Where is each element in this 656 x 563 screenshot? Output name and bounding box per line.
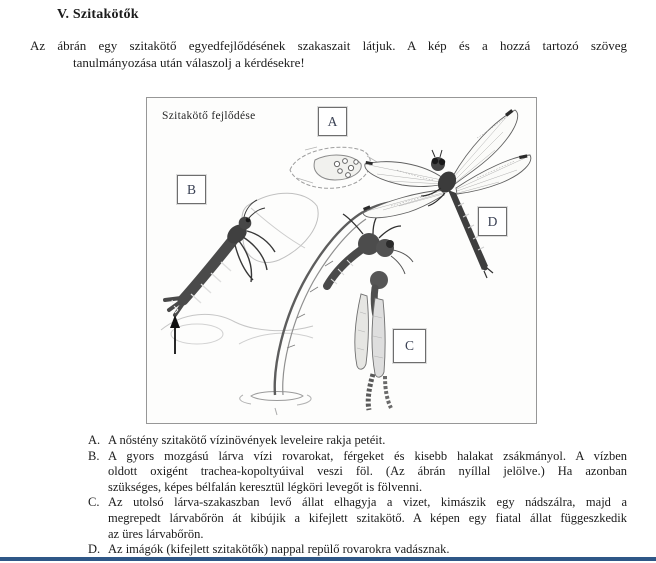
figure-label-a-letter: A bbox=[327, 113, 338, 129]
dragonfly-development-figure bbox=[146, 97, 537, 424]
list-item-b bbox=[88, 449, 627, 496]
larva-drawing bbox=[161, 193, 318, 344]
figure-label-c-letter: C bbox=[404, 338, 414, 353]
dragonfly-lifecycle-illustration bbox=[147, 98, 536, 423]
section-title: V. Szitakötők bbox=[57, 7, 139, 22]
list-item-text bbox=[108, 495, 627, 542]
list-item-text bbox=[108, 449, 627, 496]
list-item-line: Az utolsó lárva-szakaszban levő állat elhagyja a vizet, kimászik egy nádszálra, majd a bbox=[108, 495, 627, 510]
figure-label-d-letter: D bbox=[487, 213, 498, 229]
intro-line-1: Az ábrán egy szitakötő egyedfejlődésének szakaszait látjuk. A kép és a hozzá tartozó szöveg bbox=[30, 38, 627, 53]
figure-label-b bbox=[177, 175, 206, 204]
list-item-line: A gyors mozgású lárva vízi rovarokat, férgeket és kisebb halakat zsákmányol. A vízben bbox=[108, 448, 627, 463]
list-item-line: megrepedt lárvabőrön át kibújik a kifejlett szitakötő. A képen egy fiatal állat függeszkedik bbox=[108, 510, 627, 525]
intro-paragraph bbox=[30, 37, 627, 71]
list-item-line: Az imágók (kifejlett szitakötők) nappal repülő rovarokra vadásznak. bbox=[108, 542, 450, 557]
emerging-dragonfly-drawing bbox=[327, 201, 413, 410]
list-item-line: szükséges, képes bélfalán keresztül légköri levegőt is fölvenni. bbox=[108, 479, 423, 494]
list-item-marker: A. bbox=[88, 433, 101, 447]
figure-label-a bbox=[318, 107, 347, 136]
figure-label-b-letter: B bbox=[186, 181, 196, 197]
list-item-d bbox=[88, 542, 627, 558]
intro-line-2: tanulmányozása után válaszolj a kérdésekre! bbox=[73, 55, 305, 70]
stage-descriptions-list bbox=[88, 433, 627, 558]
list-item-line: A nőstény szitakötő vízinövények leveleire rakja petéit. bbox=[108, 433, 386, 447]
list-item-marker: C. bbox=[88, 495, 100, 510]
reed-and-water-drawing bbox=[240, 212, 366, 415]
list-item-marker: B. bbox=[88, 448, 100, 463]
figure-label-c bbox=[393, 329, 426, 363]
list-item-line: az üres lárvabőrön. bbox=[108, 526, 204, 541]
egg-mass-drawing bbox=[290, 147, 377, 188]
figure-caption: Szitakötő fejlődése bbox=[162, 110, 256, 122]
list-item-text bbox=[108, 433, 627, 449]
bottom-divider-bar bbox=[0, 557, 656, 561]
list-item-line: oldott oxigént trachea-kopoltyúival veszi föl. (Az ábrán nyíllal jelölve.) Ha azonban bbox=[108, 464, 627, 479]
list-item-text bbox=[108, 542, 627, 558]
figure-label-d bbox=[478, 207, 507, 236]
list-item-marker: D. bbox=[88, 542, 101, 557]
list-item-c bbox=[88, 495, 627, 542]
list-item-a bbox=[88, 433, 627, 449]
